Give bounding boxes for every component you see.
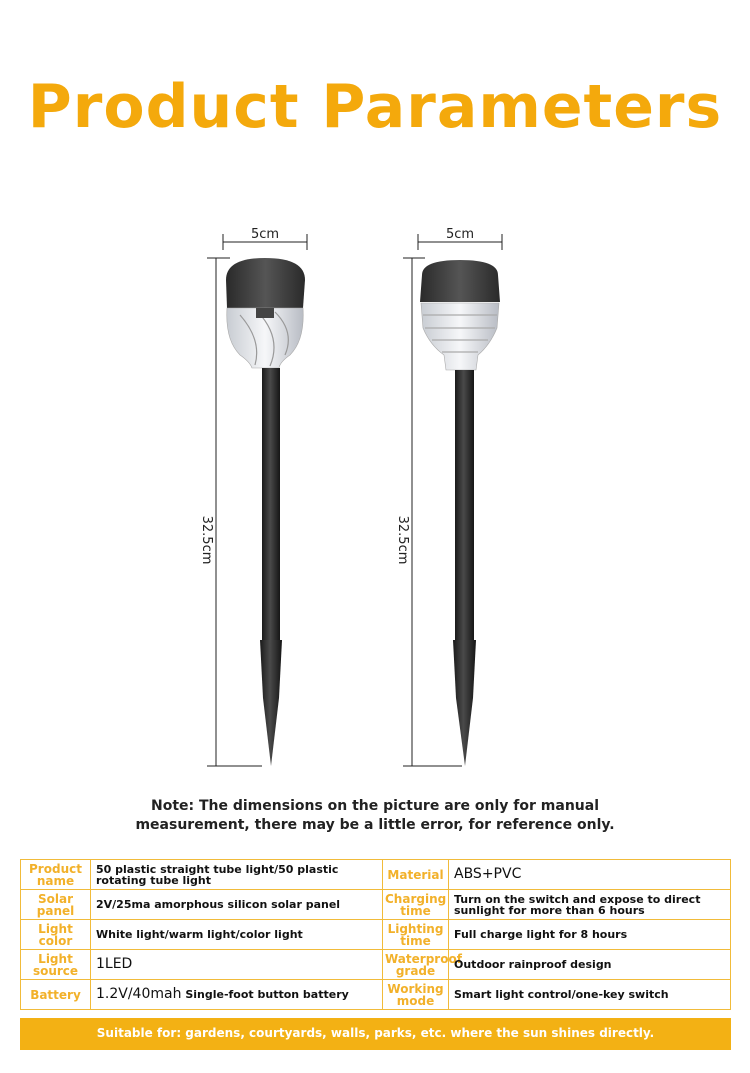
- spec-value: 50 plastic straight tube light/50 plastic rotating tube light: [91, 860, 383, 890]
- note-line-2: measurement, there may be a little error, for reference only.: [135, 817, 615, 833]
- usage-banner: Suitable for: gardens, courtyards, walls, parks, etc. where the sun shines directly.: [20, 1018, 731, 1050]
- battery-spec: 1.2V/40mah: [96, 986, 182, 1002]
- page-title: Product Parameters: [27, 72, 723, 142]
- spec-value: 1LED: [91, 950, 383, 980]
- spec-key: Material: [383, 860, 449, 890]
- note-line-1: Note: The dimensions on the picture are only for manual: [150, 798, 600, 814]
- spec-key: Light source: [21, 950, 91, 980]
- table-row: [21, 860, 731, 890]
- table-row: [21, 920, 731, 950]
- spec-key: Charging time: [383, 890, 449, 920]
- spec-value: Turn on the switch and expose to direct sunlight for more than 6 hours: [449, 890, 731, 920]
- table-row: [21, 890, 731, 920]
- height-label: 32.5cm: [395, 515, 410, 565]
- spec-key: Product name: [21, 860, 91, 890]
- lamp-rotating-tube: [199, 227, 307, 766]
- table-row: [21, 980, 731, 1010]
- height-label: 32.5cm: [199, 515, 214, 565]
- spec-value: [91, 980, 383, 1010]
- lamp-straight-tube: [395, 227, 502, 766]
- spec-key: Solar panel: [21, 890, 91, 920]
- spec-key: Lighting time: [383, 920, 449, 950]
- width-label: 5cm: [445, 227, 475, 242]
- spec-key: Waterproof grade: [383, 950, 449, 980]
- width-label: 5cm: [250, 227, 280, 242]
- spec-key: Battery: [21, 980, 91, 1010]
- spec-key: Working mode: [383, 980, 449, 1010]
- table-row: [21, 950, 731, 980]
- spec-value: ABS+PVC: [449, 860, 731, 890]
- product-dimension-diagram: [0, 220, 750, 780]
- spec-value: Smart light control/one-key switch: [449, 980, 731, 1010]
- spec-table: [20, 859, 731, 1010]
- battery-type: Single-foot button battery: [185, 988, 349, 1001]
- spec-value: White light/warm light/color light: [91, 920, 383, 950]
- spec-value: Full charge light for 8 hours: [449, 920, 731, 950]
- dimension-note: [0, 797, 750, 835]
- spec-value: Outdoor rainproof design: [449, 950, 731, 980]
- spec-value: 2V/25ma amorphous silicon solar panel: [91, 890, 383, 920]
- spec-key: Light color: [21, 920, 91, 950]
